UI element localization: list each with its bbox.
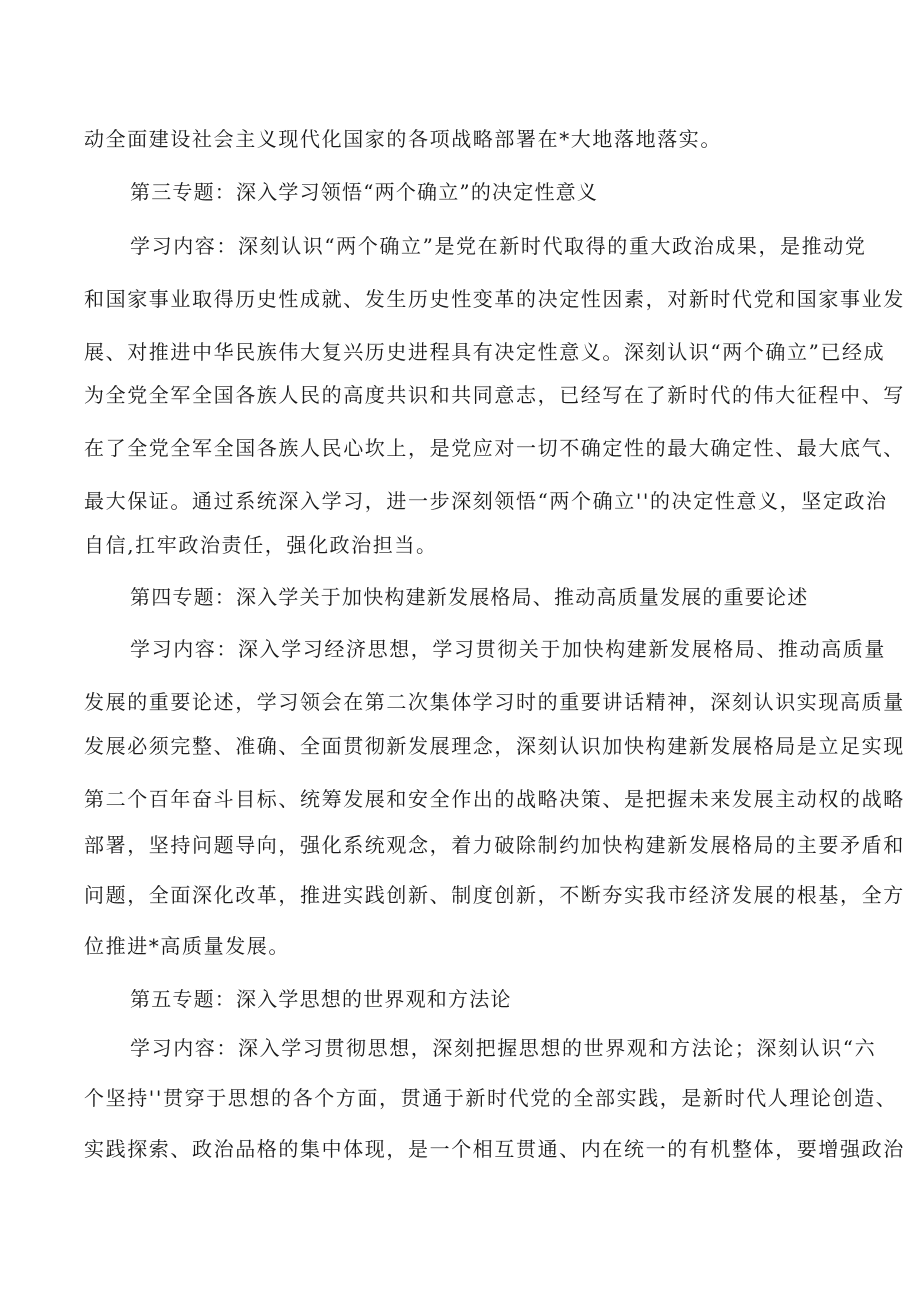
- paragraph-line: 发展必须完整、准确、全面贯彻新发展理念，深刻认识加快构建新发展格局是立足实现: [84, 734, 905, 758]
- paragraph-line: 为全党全军全国各族人民的高度共识和共同意志，已经写在了新时代的伟大征程中、写: [84, 383, 905, 407]
- paragraph-line: 实践探索、政治品格的集中体现，是一个相互贯通、内在统一的有机整体，要增强政治: [84, 1137, 905, 1161]
- paragraph-line: 展、对推进中华民族伟大复兴历史进程具有决定性意义。深刻认识“两个确立”已经成: [84, 340, 886, 364]
- paragraph-line: 学习内容：深刻认识“两个确立”是党在新时代取得的重大政治成果，是推动党: [130, 234, 867, 258]
- paragraph-line: 和国家事业取得历史性成就、发生历史性变革的决定性因素，对新时代党和国家事业发: [84, 287, 905, 311]
- paragraph-line: 动全面建设社会主义现代化国家的各项战略部署在*大地落地落实。: [84, 127, 722, 151]
- section-heading-5: 第五专题：深入学思想的世界观和方法论: [130, 987, 512, 1011]
- paragraph-line: 最大保证。通过系统深入学习，进一步深刻领悟“两个确立''的决定性意义，坚定政治: [84, 489, 888, 513]
- paragraph-line: 发展的重要论述，学习领会在第二次集体学习时的重要讲话精神，深刻认识实现高质量: [84, 690, 905, 714]
- paragraph-line: 自信,扛牢政治责任，强化政治担当。: [84, 533, 438, 557]
- paragraph-line: 第二个百年奋斗目标、统筹发展和安全作出的战略决策、是把握未来发展主动权的战略: [84, 787, 905, 811]
- paragraph-line: 问题，全面深化改革，推进实践创新、制度创新，不断夯实我市经济发展的根基，全方: [84, 883, 905, 907]
- section-heading-4: 第四专题：深入学关于加快构建新发展格局、推动高质量发展的重要论述: [130, 585, 809, 609]
- paragraph-line: 部署，坚持问题导向，强化系统观念，着力破除制约加快构建新发展格局的主要矛盾和: [84, 833, 905, 857]
- section-heading-3: 第三专题：深入学习领悟“两个确立”的决定性意义: [130, 180, 599, 204]
- paragraph-line: 位推进*高质量发展。: [84, 934, 290, 958]
- paragraph-line: 学习内容：深入学习贯彻思想，深刻把握思想的世界观和方法论；深刻认识“六: [130, 1036, 877, 1060]
- paragraph-line: 在了全党全军全国各族人民心坎上，是党应对一切不确定性的最大确定性、最大底气、: [84, 436, 905, 460]
- paragraph-line: 学习内容：深入学习经济思想，学习贯彻关于加快构建新发展格局、推动高质量: [130, 637, 886, 661]
- paragraph-line: 个坚持''贯穿于思想的各个方面，贯通于新时代党的全部实践，是新时代人理论创造、: [84, 1086, 898, 1110]
